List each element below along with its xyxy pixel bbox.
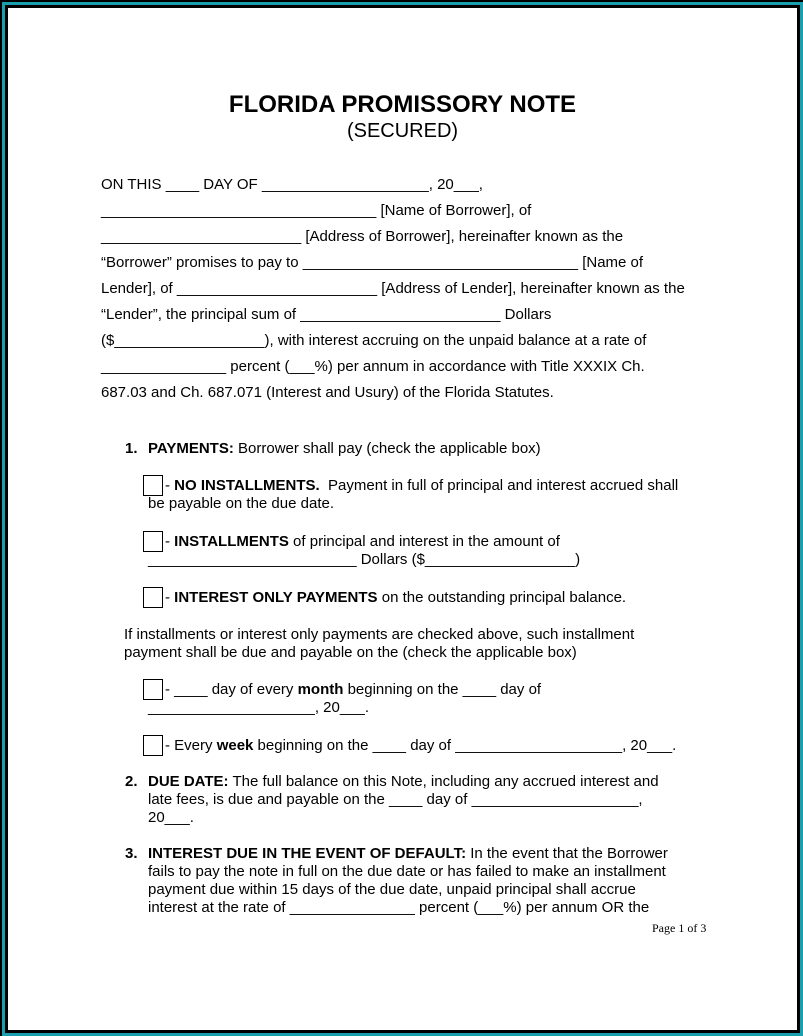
intro-line: 687.03 and Ch. 687.071 (Interest and Usury) of the Florida Statutes. <box>101 384 554 401</box>
intro-line: _______________ percent (___%) per annum in accordance with Title XXXIX Ch. <box>101 358 645 375</box>
installment-paragraph: payment shall be due and payable on the (check the applicable box) <box>124 644 577 661</box>
document-subtitle: (SECURED) <box>346 120 459 142</box>
intro-line: ________________________ [Address of Borrower], hereinafter known as the <box>101 228 624 245</box>
page-frame <box>2 2 803 1036</box>
section-payments-heading: PAYMENTS: Borrower shall pay (check the applicable box) <box>148 440 541 457</box>
section-payments: 1. <box>125 440 138 457</box>
document-title: FLORIDA PROMISSORY NOTE <box>228 91 577 118</box>
intro-line: “Lender”, the principal sum of ________________________ Dollars <box>101 306 552 323</box>
section-due-date-num: 2. <box>125 773 138 790</box>
section-due-date-line: 20___. <box>148 809 194 826</box>
installment-paragraph: If installments or interest only payments are checked above, such installment <box>124 626 635 643</box>
intro-line: _________________________________ [Name of Borrower], of <box>101 202 532 219</box>
option-installments-line2: _________________________ Dollars ($__________________) <box>148 551 581 568</box>
section-default-line: payment due within 15 days of the due date, unpaid principal shall accrue <box>148 881 636 898</box>
section-default-line: interest at the rate of _______________ percent (___%) per annum OR the <box>148 899 650 916</box>
checkbox-interest-only[interactable] <box>143 587 163 608</box>
document-page <box>8 8 797 1030</box>
option-installments: - INSTALLMENTS of principal and interest in the amount of <box>165 533 560 550</box>
option-no-installments: - NO INSTALLMENTS. Payment in full of principal and interest accrued shall <box>165 477 679 494</box>
option-interest-only: - INTEREST ONLY PAYMENTS on the outstanding principal balance. <box>165 589 627 606</box>
checkbox-no-installments[interactable] <box>143 475 163 496</box>
section-default: INTEREST DUE IN THE EVENT OF DEFAULT: In the event that the Borrower <box>148 845 668 862</box>
intro-line: Lender], of ________________________ [Address of Lender], hereinafter known as the <box>101 280 685 297</box>
intro-line: ON THIS ____ DAY OF ____________________, 20___, <box>101 176 483 193</box>
page-number: Page 1 of 3 <box>652 921 707 935</box>
option-no-installments-line2: be payable on the due date. <box>148 495 334 512</box>
checkbox-installments[interactable] <box>143 531 163 552</box>
section-due-date: DUE DATE: The full balance on this Note, including any accrued interest and <box>148 773 659 790</box>
intro-line: ($__________________), with interest accruing on the unpaid balance at a rate of <box>101 332 647 349</box>
checkbox-monthly[interactable] <box>143 679 163 700</box>
section-due-date-line: late fees, is due and payable on the ____ day of ____________________, <box>148 791 643 808</box>
option-monthly: - ____ day of every month beginning on the ____ day of <box>165 681 542 698</box>
option-monthly-line2: ____________________, 20___. <box>148 699 370 716</box>
section-default-line: fails to pay the note in full on the due date or has failed to make an installment <box>148 863 666 880</box>
option-weekly: - Every week beginning on the ____ day of ____________________, 20___. <box>165 737 677 754</box>
intro-line: “Borrower” promises to pay to _________________________________ [Name of <box>101 254 644 271</box>
checkbox-weekly[interactable] <box>143 735 163 756</box>
section-default-num: 3. <box>125 845 138 862</box>
